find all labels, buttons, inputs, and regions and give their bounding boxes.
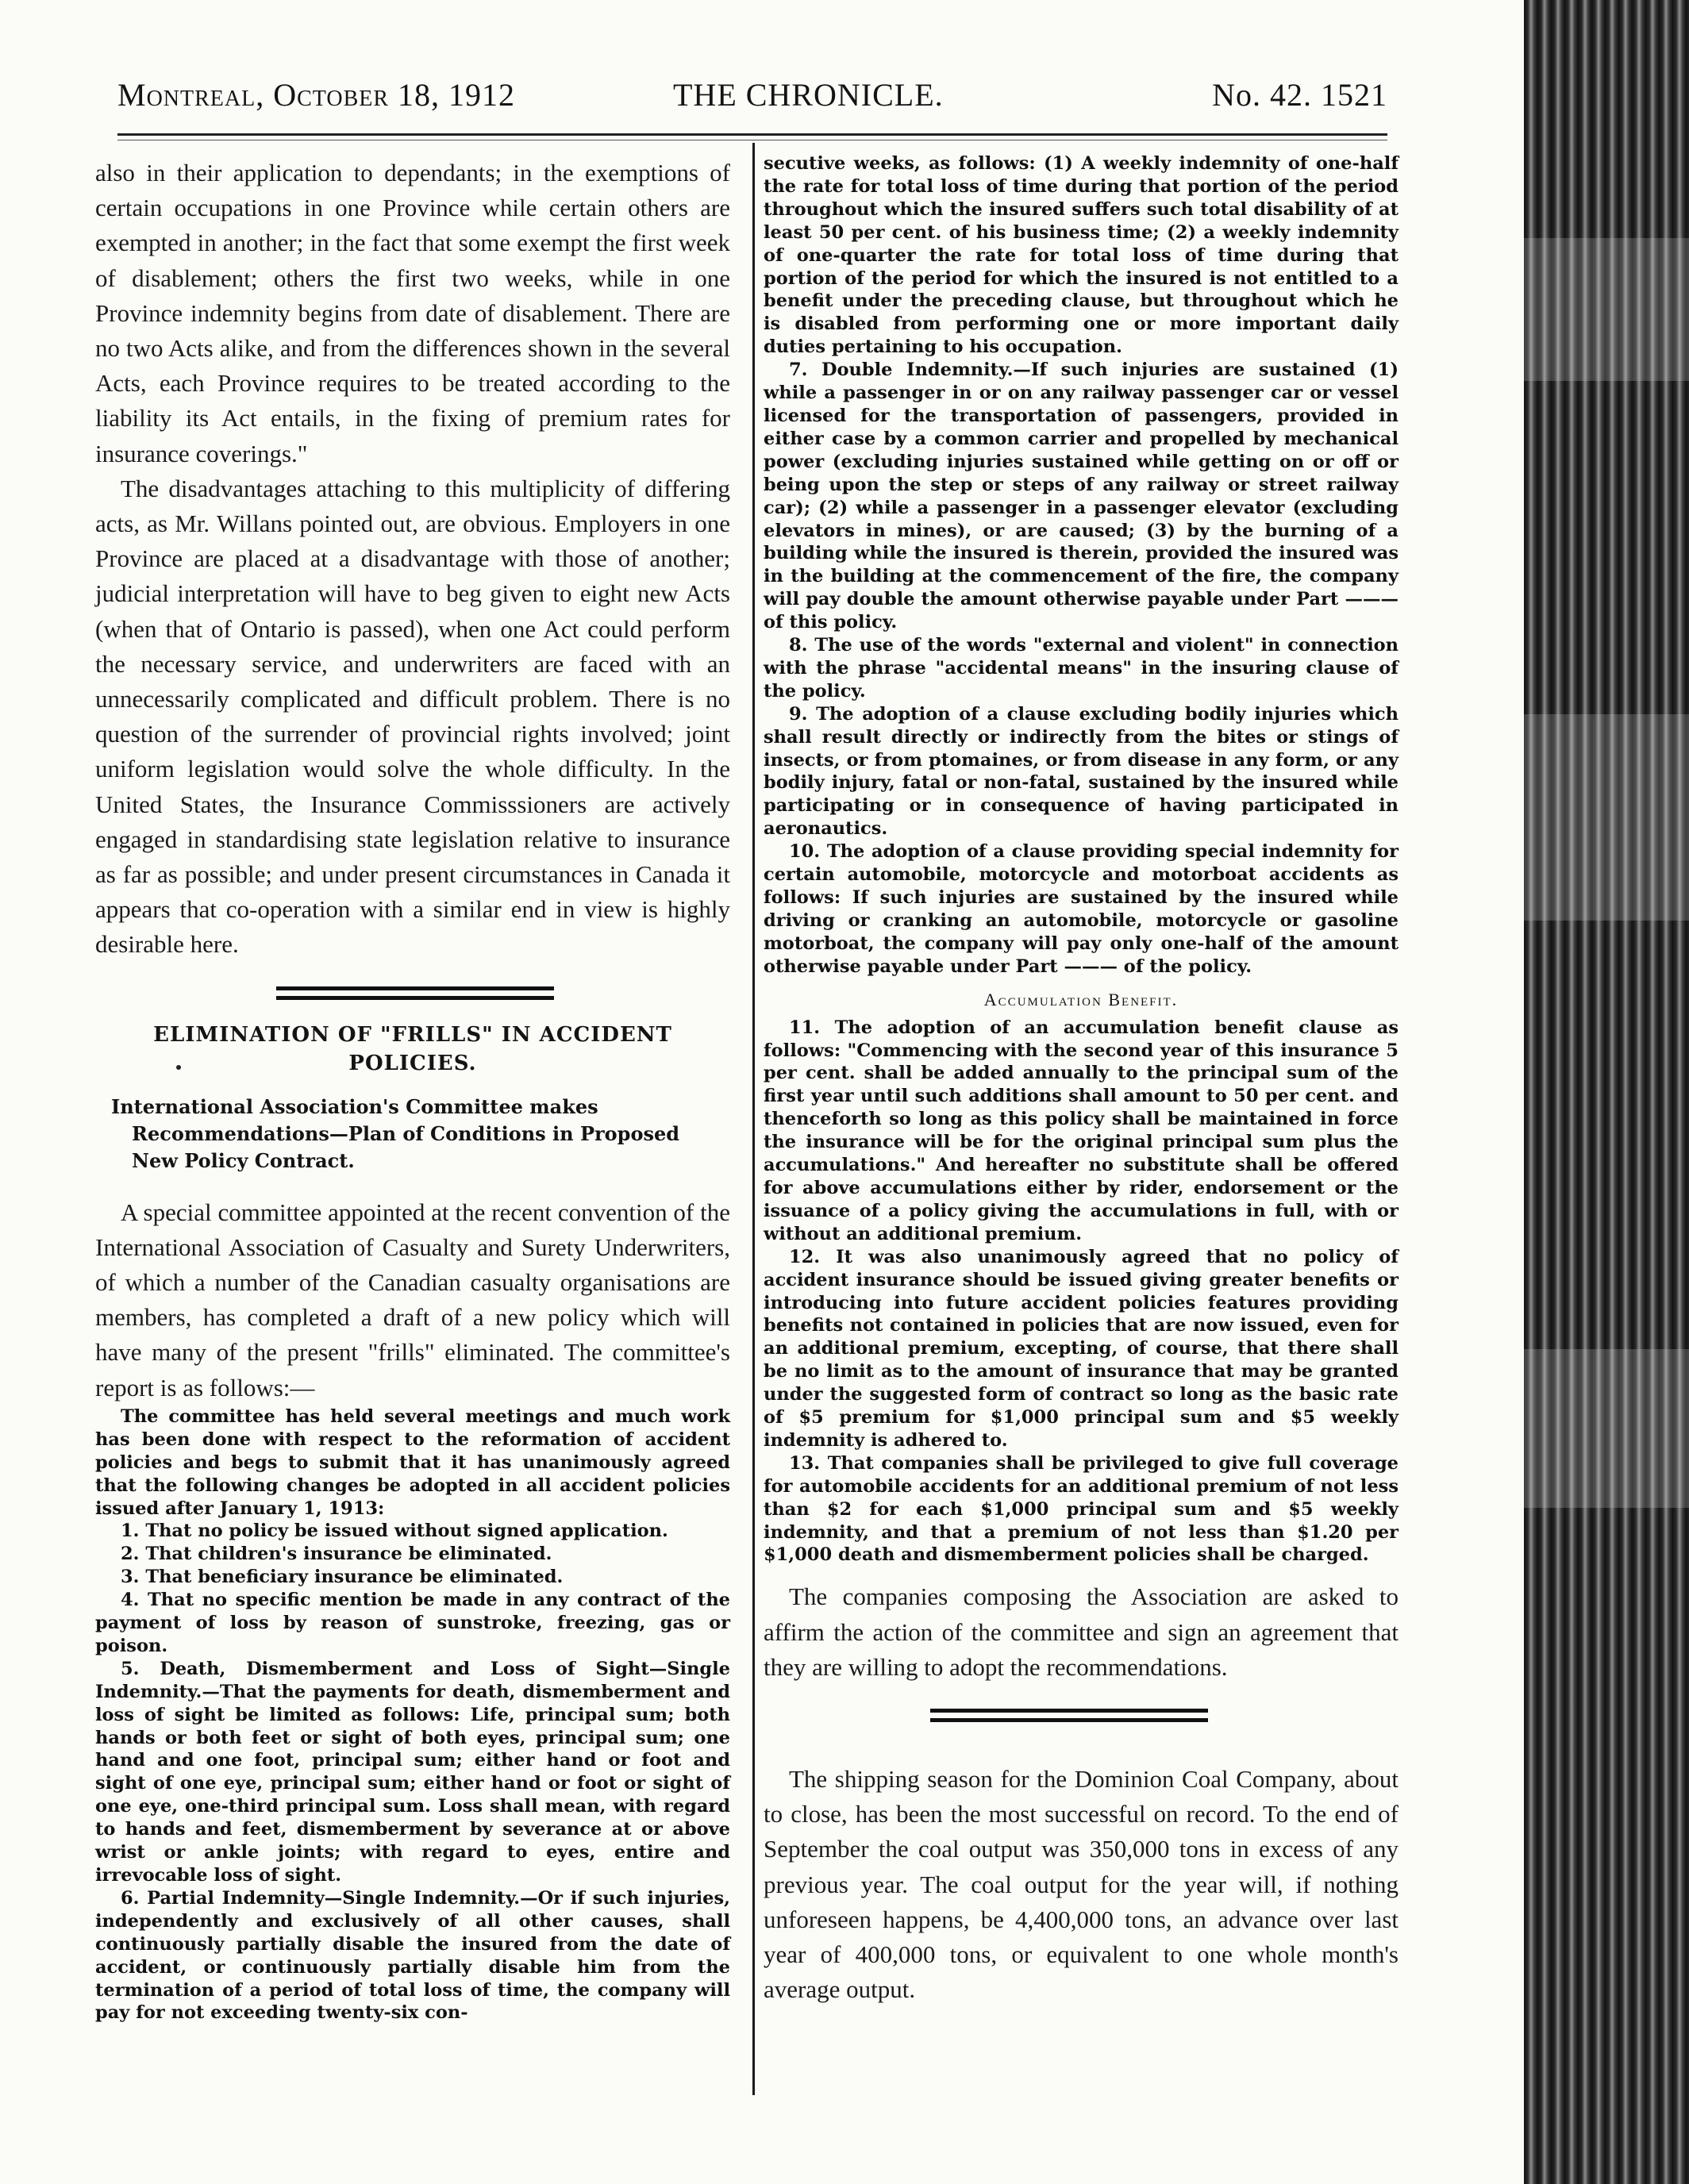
page-header <box>117 76 1387 124</box>
left-column <box>95 156 730 2024</box>
header-page-number: No. 42. 1521 <box>1212 77 1387 113</box>
article-headline: ELIMINATION OF "FRILLS" IN ACCIDENT POLICIES. <box>153 1022 672 1075</box>
report-item-3: 3. That beneficiary insurance be eliminated. <box>121 1567 564 1588</box>
section-title-accumulation: Accumulation Benefit. <box>983 989 1179 1009</box>
paragraph-disadvantages: The disadvantages attaching to this multiplicity of differing acts, as Mr. Willans pointed out, are obvious. Employers in one Province are placed at a disadvantage with those of another; judicial interpretation will have to beg given to eight new Acts (when that of Ontario is passed), when one Act could perform the necessary service, and underwriters are faced with an unnecessarily complicated and difficult problem. There is no question of the surrender of provincial rights involved; joint uniform legislation would solve the whole difficulty. In the United States, the Insurance Commisssioners are actively engaged in standardising state legislation relative to insurance as far as possible; and under present circumstances in Canada it appears that co-operation with a similar end in view is highly desirable here. <box>95 474 730 959</box>
report-item-1: 1. That no policy be issued without signed application. <box>121 1521 668 1542</box>
report-intro: The committee has held several meetings and much work has been done with respect to the reformation of accident policies and begs to submit that it has unanimously agreed that the following changes be adopted in all accident policies issued after January 1, 1913: <box>95 1405 730 1519</box>
book-spine <box>1524 0 1689 2184</box>
report-item-9: 9. The adoption of a clause excluding bodily injuries which shall result directly or indirectly from the bites or stings of insects, or from ptomaines, or from disease in any form, or any bodily injury, fatal or non-fatal, sustained by the insured while participating or in consequence of having participated in aeronautics. <box>764 703 1399 840</box>
report-item-6: 6. Partial Indemnity—Single Indemnity.—Or if such injuries, independently and exclusively of all other causes, shall continuously partially disable the insured from the date of accident, or continuously partially disable him from the termination of a period of total loss of time, the company will pay for not exceeding twenty-six con- <box>95 1887 730 2024</box>
report-item-2: 2. That children's insurance be eliminated. <box>121 1544 552 1565</box>
report-item-4: 4. That no specific mention be made in any contract of the payment of loss by reason of sunstroke, freezing, gas or poison. <box>95 1590 730 1656</box>
paragraph-companies: The companies composing the Association are asked to affirm the action of the committee and sign an agreement that they are willing to adopt the recommendations. <box>764 1582 1399 1681</box>
report-item-13: 13. That companies shall be privileged to give full coverage for automobile accidents for an additional premium of not less than $2 for each $1,000 principal sum and $5 weekly indemnity, and that a premium of not less than $1.20 per $1,000 death and dismemberment policies shall be charged. <box>764 1452 1399 1566</box>
article-subheadline: International Association's Committee makes Recommendations—Plan of Conditions in Proposed New Policy Contract. <box>111 1094 680 1172</box>
column-divider <box>752 143 755 2095</box>
report-item-12: 12. It was also unanimously agreed that no policy of accident insurance should be issued giving greater benefits or introducing into future accident policies features providing benefits not contained in policies that are now issued, even for an additional premium, excepting, of course, that there shall be no limit as to the amount of insurance that may be granted under the suggested form of contract so long as the basic rate of $5 premium for $1,000 principal sum and $5 weekly indemnity is adhered to. <box>764 1246 1399 1451</box>
report-item-10: 10. The adoption of a clause providing special indemnity for certain automobile, motorcycle and motorboat accidents as follows: If such injuries are sustained by the insured while driving or cranking an automobile, motorcycle or gasoline motorboat, the company will pay only one-half of the amount otherwise payable under Part ——— of the policy. <box>764 841 1399 977</box>
header-rule <box>117 133 1387 136</box>
section-separator-right <box>930 1709 1208 1722</box>
paragraph-committee-intro: A special committee appointed at the recent convention of the International Association of Casualty and Surety Underwriters, of which a number of the Canadian casualty organisations are members, has completed a draft of a new policy which will have many of the present "frills" eliminated. The committee's report is as follows:— <box>95 1198 730 1402</box>
section-separator <box>276 986 554 1000</box>
header-masthead: THE CHRONICLE. <box>673 77 944 113</box>
report-item-5: 5. Death, Dismemberment and Loss of Sight—Single Indemnity.—That the payments for death, dismemberment and loss of sight be limited as follows: Life, principal sum; both hands or both feet or sight of both eyes, principal sum; one hand and one foot, principal sum; either hand or foot and sight of one eye, principal sum; either hand or foot or sight of one eye, one-third principal sum. Loss shall mean, with regard to hands and feet, dismemberment by severance at or above wrist or ankle joints; with regard to eyes, entire and irrevocable loss of sight. <box>95 1658 730 1886</box>
paragraph-dependants: also in their application to dependants; in the exemptions of certain occupations in one Province while certain others are exempted in another; in the fact that some exempt the first week of disablement; others the first two weeks, while in one Province indemnity begins from date of disablement. There are no two Acts alike, and from the differences shown in the several Acts, each Province requires to be treated according to the liability its Act entails, in the fixing of premium rates for insurance coverings." <box>95 159 730 467</box>
paragraph-shipping-season: The shipping season for the Dominion Coal Company, about to close, has been the most successful on record. To the end of September the coal output was 350,000 tons in excess of any previous year. The coal output for the year will, if nothing unforeseen happens, be 4,400,000 tons, an advance over last year of 400,000 tons, or equivalent to one whole month's average output. <box>764 1764 1399 2004</box>
header-dateline: Montreal, October 18, 1912 <box>117 77 516 113</box>
report-item-11: 11. The adoption of an accumulation benefit clause as follows: "Commencing with the second year of this insurance 5 per cent. shall be added annually to the principal sum of the first year until such additions shall amount to 50 per cent. and thenceforth so long as this policy shall be maintained in force the insurance will be for the original principal sum plus the accumulations." And hereafter no substitute shall be offered for above accumulations either by rider, endorsement or the issuance of a policy giving the accumulations in full, with or without an additional premium. <box>764 1017 1399 1244</box>
report-item-6-continued: secutive weeks, as follows: (1) A weekly indemnity of one-half the rate for total loss of time during that portion of the period throughout which the insured suffers such total disability of at least 50 per cent. of his business time; (2) a weekly indemnity of one-quarter the rate for total loss of time during that portion of the period for which the insured is not entitled to a benefit under the preceding clause, but throughout which he is disabled from performing one or more important daily duties pertaining to his occupation. <box>764 153 1399 358</box>
right-column <box>764 152 1399 2007</box>
report-item-8: 8. The use of the words "external and violent" in connection with the phrase "accidental means" in the insuring clause of the policy. <box>764 635 1399 702</box>
report-item-7: 7. Double Indemnity.—If such injuries are sustained (1) while a passenger in or on any railway passenger car or vessel licensed for the transportation of passengers, provided in either case by a common carrier and propelled by mechanical power (excluding injuries sustained while getting on or off or being upon the step or steps of any railway or street railway car); (2) while a passenger in a passenger elevator (excluding elevators in mines), or are caused; (3) by the burning of a building while the insured is therein, provided the insured was in the building at the commencement of the fire, the company will pay double the amount otherwise payable under Part ——— of this policy. <box>764 360 1399 633</box>
